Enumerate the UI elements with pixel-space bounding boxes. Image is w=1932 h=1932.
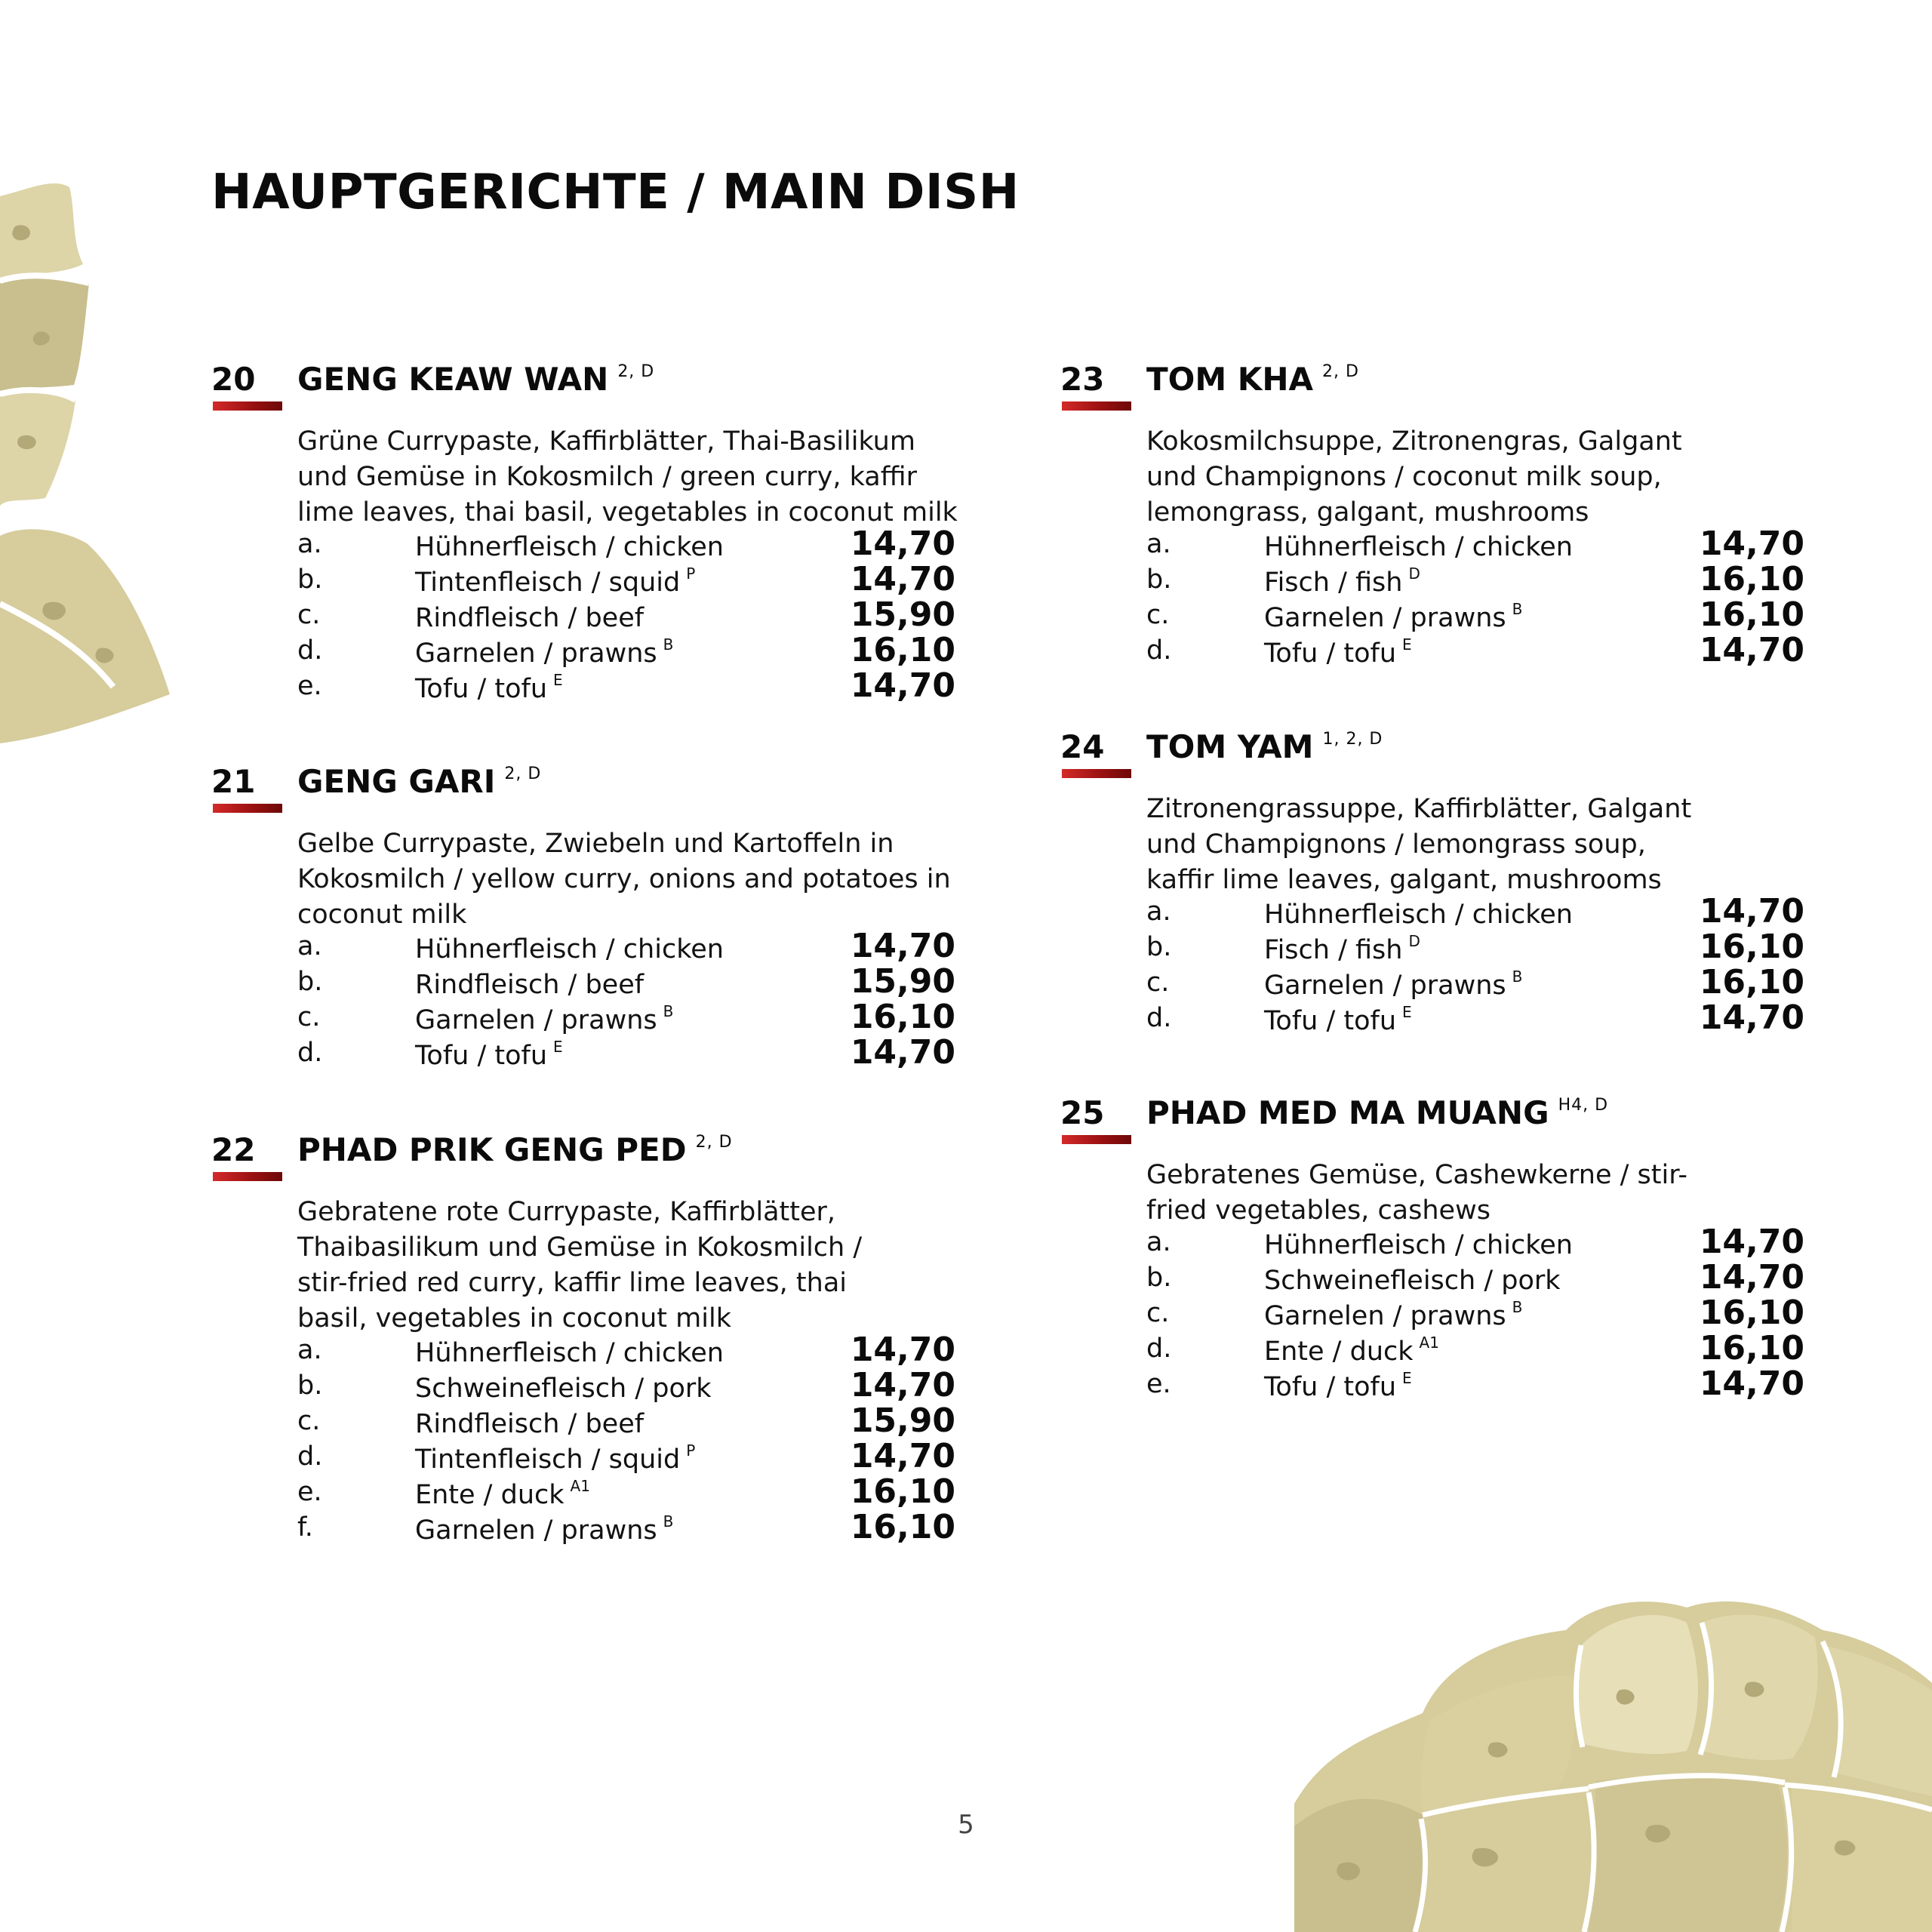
dish-description: Kokosmilchsuppe, Zitronengras, Galgant und Champignons / coconut milk soup, lemongrass, galgant, mushrooms: [1146, 426, 1682, 528]
price: 14,70: [850, 560, 955, 598]
price: 16,10: [850, 1508, 955, 1546]
price: 14,70: [1699, 525, 1804, 563]
menu-option: a. Hühnerfleisch / chicken 14,70: [297, 927, 955, 965]
price: 15,90: [850, 1401, 955, 1440]
price: 16,10: [850, 631, 955, 669]
dish-allergens: 2, D: [617, 362, 655, 381]
dish-options: [297, 1331, 955, 1546]
price: 14,70: [850, 1331, 955, 1369]
menu-option: a. Hühnerfleisch / chicken 14,70: [297, 525, 955, 563]
dish-description: Zitronengrassuppe, Kaffirblätter, Galgant und Champignons / lemongrass soup, kaffir lime leaves, galgant, mushrooms: [1146, 794, 1692, 895]
dish-description: Gebratenes Gemüse, Cashewkerne / stir- fried vegetables, cashews: [1146, 1160, 1688, 1226]
dish-number: 24: [1060, 728, 1105, 765]
menu-option: d. Tofu / tofu $^E$ 14,70: [1146, 631, 1804, 669]
menu-option: b. Fisch / fish $^D$ 16,10: [1146, 560, 1804, 598]
dish-options: [1146, 892, 1804, 1037]
menu-option: c. Garnelen / prawns $^B$ 16,10: [297, 998, 955, 1036]
page-title: HAUPTGERICHTE / MAIN DISH: [211, 165, 1020, 220]
price: 16,10: [850, 998, 955, 1036]
price: 14,70: [850, 1437, 955, 1475]
dish-number: 21: [211, 763, 256, 800]
price: 14,70: [1699, 1223, 1804, 1261]
menu-option: f. Garnelen / prawns $^B$ 16,10: [297, 1508, 955, 1546]
price: 14,70: [1699, 631, 1804, 669]
dish-25: [1060, 1094, 1815, 1403]
menu-option: b. Tintenfleisch / squid $^P$ 14,70: [297, 560, 955, 598]
dish-number: 20: [211, 361, 256, 398]
dish-21: [211, 763, 966, 1072]
dish-description: Gebratene rote Currypaste, Kaffirblätter, Thaibasilikum und Gemüse in Kokosmilch / stir-fried red curry, kaffir lime leaves, thai basil, vegetables in coconut milk: [297, 1197, 863, 1334]
menu-option: d. Ente / duck $^{A1}$ 16,10: [1146, 1329, 1804, 1367]
price: 14,70: [850, 1033, 955, 1072]
dish-options: [1146, 525, 1804, 669]
menu-option: a. Hühnerfleisch / chicken 14,70: [1146, 892, 1804, 931]
dish-name: GENG GARI $^{2, D}$: [297, 763, 542, 800]
accent-bar: [213, 804, 282, 813]
menu-option: a. Hühnerfleisch / chicken 14,70: [1146, 1223, 1804, 1261]
dish-number: 22: [211, 1131, 256, 1168]
price: 14,70: [1699, 998, 1804, 1037]
menu-option: b. Schweinefleisch / pork 14,70: [1146, 1258, 1804, 1297]
price: 14,70: [850, 1366, 955, 1404]
dish-allergens: 2, D: [695, 1133, 733, 1152]
menu-option: d. Garnelen / prawns $^B$ 16,10: [297, 631, 955, 669]
price: 15,90: [850, 595, 955, 634]
dish-number: 25: [1060, 1094, 1105, 1131]
menu-option: c. Garnelen / prawns $^B$ 16,10: [1146, 963, 1804, 1001]
accent-bar: [1062, 769, 1131, 778]
accent-bar: [213, 1172, 282, 1181]
price: 16,10: [1699, 560, 1804, 598]
dish-allergens: H4, D: [1558, 1096, 1609, 1115]
menu-option: c. Rindfleisch / beef 15,90: [297, 595, 955, 634]
dish-allergens: 2, D: [504, 764, 542, 783]
dish-description: Gelbe Currypaste, Zwiebeln und Kartoffeln in Kokosmilch / yellow curry, onions and potatoes in coconut milk: [297, 829, 951, 930]
dish-options: [297, 927, 955, 1072]
price: 16,10: [850, 1472, 955, 1511]
menu-option: e. Tofu / tofu $^E$ 14,70: [297, 666, 955, 705]
dish-24: [1060, 728, 1815, 1037]
dish-number: 23: [1060, 361, 1105, 398]
dish-name: GENG KEAW WAN $^{2, D}$: [297, 361, 655, 398]
price: 16,10: [1699, 1329, 1804, 1367]
dish-name: TOM KHA $^{2, D}$: [1146, 361, 1359, 398]
accent-bar: [1062, 401, 1131, 411]
price: 16,10: [1699, 963, 1804, 1001]
dish-allergens: 2, D: [1321, 362, 1359, 381]
dish-name: PHAD MED MA MUANG $^{H4, D}$: [1146, 1094, 1609, 1131]
menu-option: e. Ente / duck $^{A1}$ 16,10: [297, 1472, 955, 1511]
menu-option: d. Tofu / tofu $^E$ 14,70: [297, 1033, 955, 1072]
dish-name: TOM YAM $^{1, 2, D}$: [1146, 728, 1383, 765]
menu-option: c. Garnelen / prawns $^B$ 16,10: [1146, 1294, 1804, 1332]
price: 14,70: [850, 666, 955, 705]
menu-option: b. Fisch / fish $^D$ 16,10: [1146, 928, 1804, 966]
menu-option: a. Hühnerfleisch / chicken 14,70: [1146, 525, 1804, 563]
page-number: 5: [958, 1810, 974, 1840]
menu-option: a. Hühnerfleisch / chicken 14,70: [297, 1331, 955, 1369]
menu-option: d. Tofu / tofu $^E$ 14,70: [1146, 998, 1804, 1037]
accent-bar: [1062, 1135, 1131, 1144]
menu-option: b. Schweinefleisch / pork 14,70: [297, 1366, 955, 1404]
price: 14,70: [850, 525, 955, 563]
price: 16,10: [1699, 928, 1804, 966]
dish-22: [211, 1131, 966, 1546]
price: 14,70: [1699, 1364, 1804, 1403]
accent-bar: [213, 401, 282, 411]
menu-option: c. Rindfleisch / beef 15,90: [297, 1401, 955, 1440]
decorative-food-illustration-bottom-right: [1294, 1600, 1932, 1932]
decorative-food-illustration-left: [0, 181, 174, 755]
menu-option: d. Tintenfleisch / squid $^P$ 14,70: [297, 1437, 955, 1475]
menu-option: c. Garnelen / prawns $^B$ 16,10: [1146, 595, 1804, 634]
dish-allergens: 1, 2, D: [1322, 730, 1383, 749]
price: 14,70: [850, 927, 955, 965]
price: 16,10: [1699, 1294, 1804, 1332]
price: 16,10: [1699, 595, 1804, 634]
dish-20: [211, 361, 966, 705]
menu-option: b. Rindfleisch / beef 15,90: [297, 962, 955, 1001]
menu-option: e. Tofu / tofu $^E$ 14,70: [1146, 1364, 1804, 1403]
price: 15,90: [850, 962, 955, 1001]
dish-23: [1060, 361, 1815, 669]
dish-options: [1146, 1223, 1804, 1403]
price: 14,70: [1699, 892, 1804, 931]
dish-name: PHAD PRIK GENG PED $^{2, D}$: [297, 1131, 733, 1168]
price: 14,70: [1699, 1258, 1804, 1297]
dish-description: Grüne Currypaste, Kaffirblätter, Thai-Basilikum und Gemüse in Kokosmilch / green curry, kaffir lime leaves, thai basil, vegetables in coconut milk: [297, 426, 958, 528]
dish-options: [297, 525, 955, 705]
